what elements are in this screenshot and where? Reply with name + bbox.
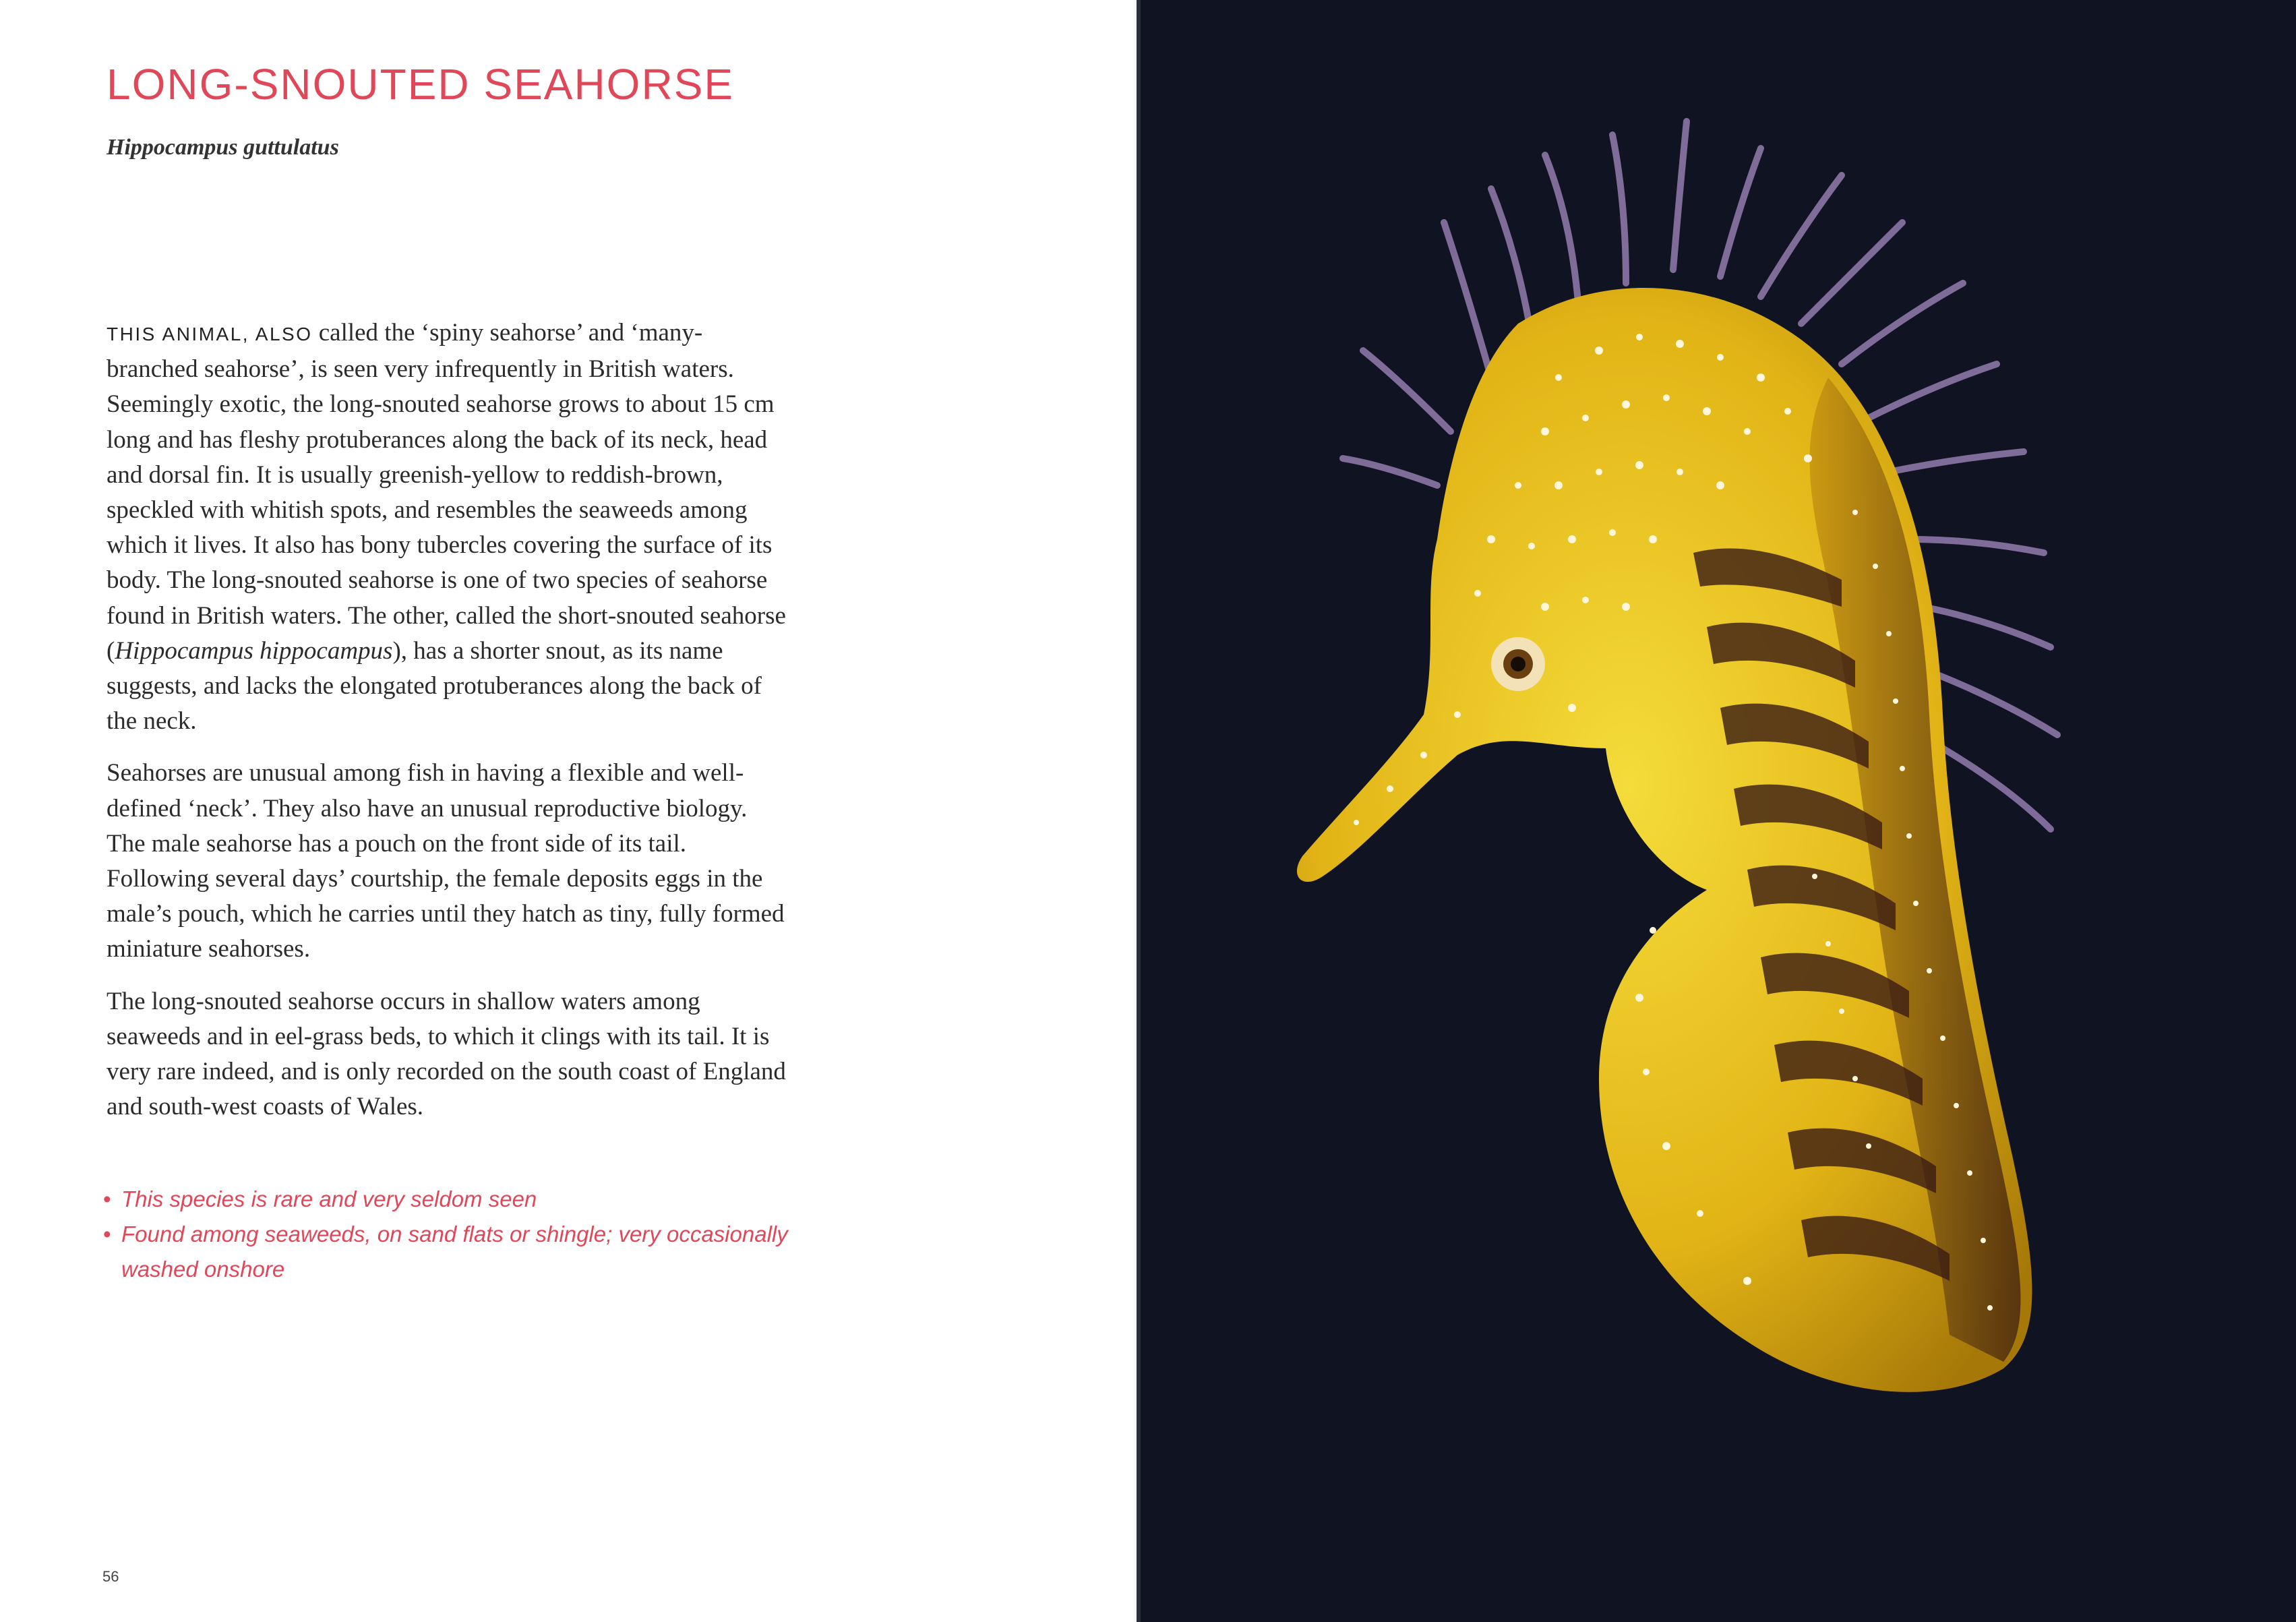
fact-item: • Found among seaweeds, on sand flats or shingle; very occasionally washed onshore (103, 1217, 811, 1287)
body-text (107, 316, 787, 1141)
paragraph-1-text-b: ), has a shorter snout, as its name suggests, and lacks the elongated protuberances along the back of the neck. (107, 636, 762, 735)
paragraph-1-text-a: called the ‘spiny seahorse’ and ‘many-branched seahorse’, is seen very infrequently in British waters. Seemingly exotic, the long-snouted seahorse grows to about 15 cm long and has fleshy protuberances along the back of its neck, head and dorsal fin. It is usually greenish-yellow to reddish-brown, speckled with whitish spots, and resembles the seaweeds among which it lives. It also has bony tubercles covering the surface of its body. The long-snouted seahorse is one of two species of seahorse found in British waters. The other, called the short-snouted seahorse ( (107, 319, 786, 665)
left-page (0, 0, 1132, 1622)
paragraph-3: The long-snouted seahorse occurs in shallow waters among seaweeds and in eel-grass beds, to which it clings with its tail. It is very rare indeed, and is only recorded on the south coast of England and south-west coasts of Wales. (107, 987, 786, 1121)
page-number: 56 (102, 1568, 119, 1585)
lead-in: THIS ANIMAL, ALSO (107, 324, 313, 344)
fact-list (103, 1182, 811, 1287)
seahorse-body (1297, 288, 2032, 1392)
eye (1491, 637, 1545, 691)
paragraph-1-italic: Hippocampus hippocampus (115, 636, 393, 665)
seahorse-illustration (1141, 0, 2296, 1622)
page-title: LONG-SNOUTED SEAHORSE (107, 60, 735, 109)
scientific-name: Hippocampus guttulatus (107, 135, 339, 160)
fact-item: • This species is rare and very seldom seen (103, 1182, 811, 1217)
paragraph-1 (107, 316, 787, 739)
paragraph-2: Seahorses are unusual among fish in having a flexible and well-defined ‘neck’. They also have an unusual reproductive biology. The male seahorse has a pouch on the front side of its tail. Following several days’ courtship, the female deposits eggs in the male’s pouch, which he carries until they hatch as tiny, fully formed miniature seahorses. (107, 759, 785, 963)
right-page (1141, 0, 2296, 1622)
